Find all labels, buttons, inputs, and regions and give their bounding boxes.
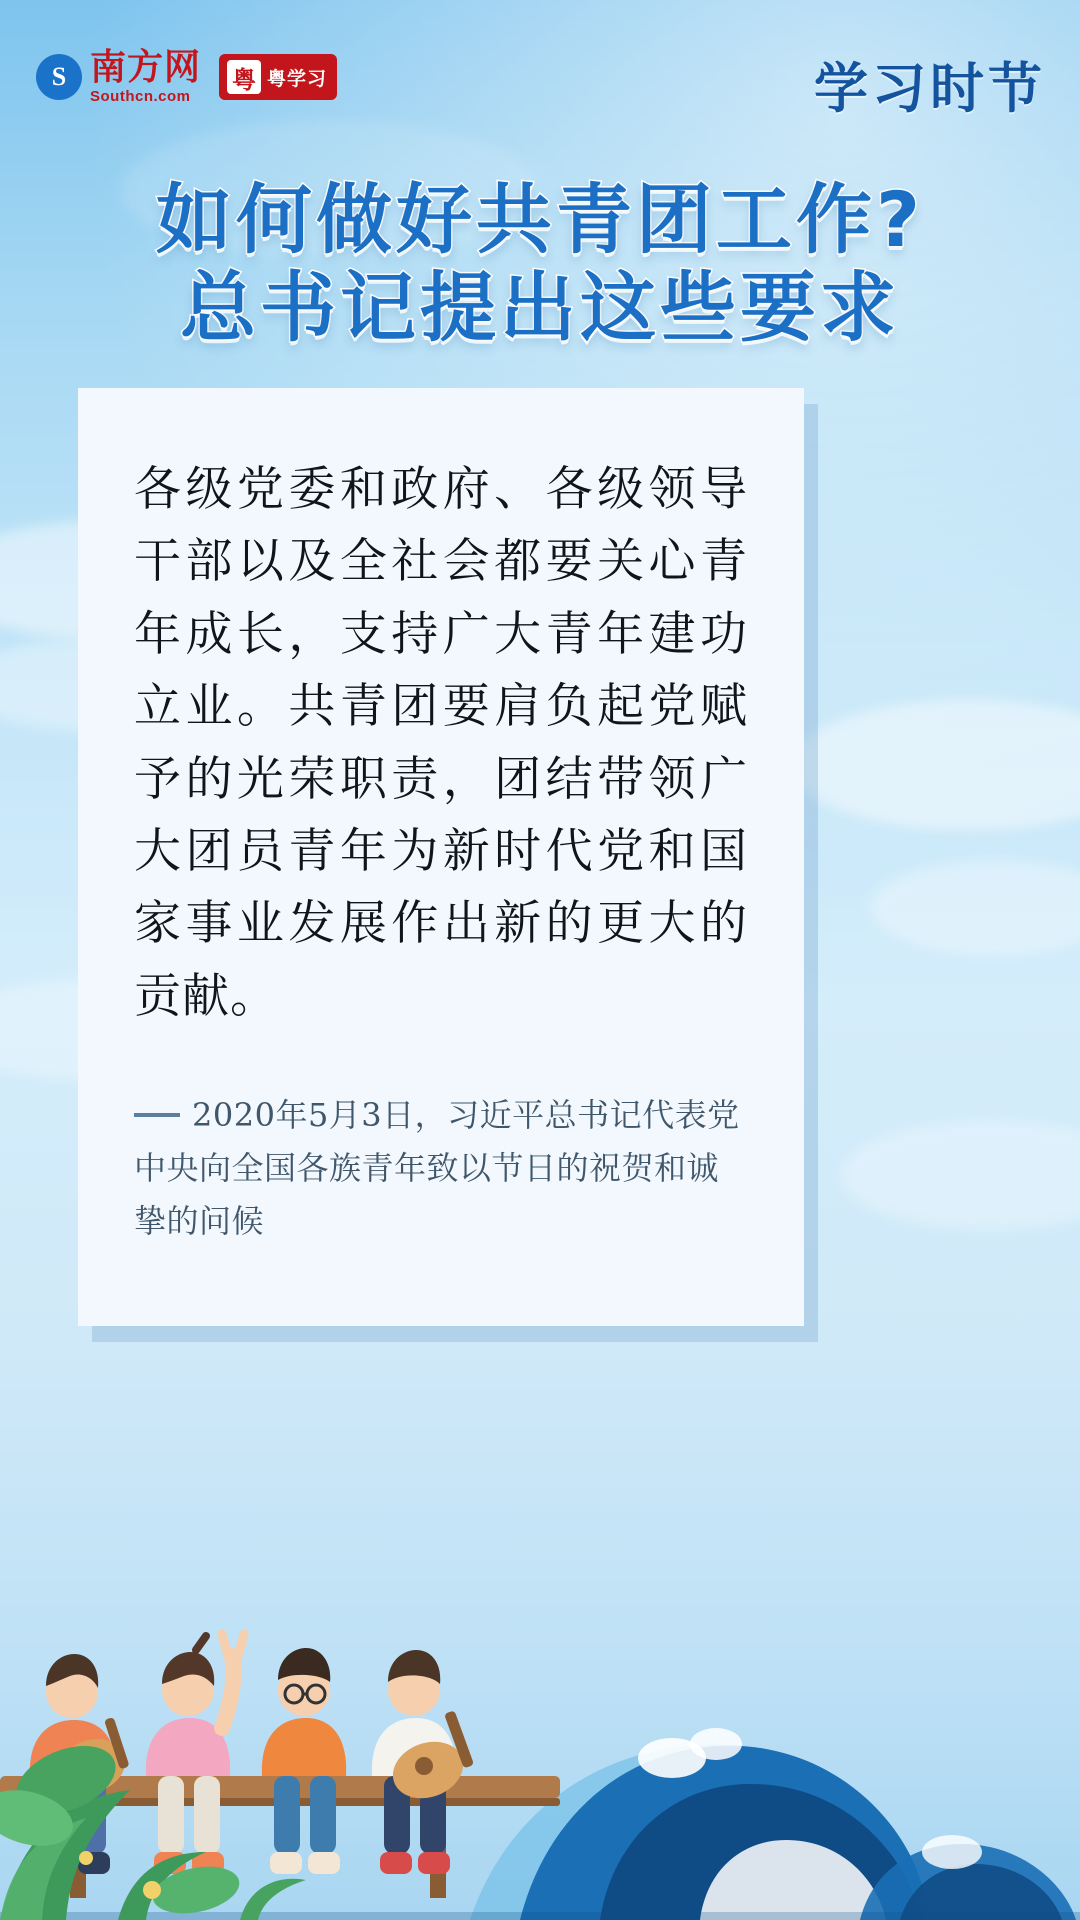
- page-title-line-1: 如何做好共青团工作?: [155, 175, 925, 264]
- brand-logos: [36, 47, 337, 105]
- southcn-text: [90, 47, 202, 105]
- quote-text: 各级党委和政府、各级领导干部以及全社会都要关心青年成长，支持广大青年建功立业。共青团要肩负起党赋予的光荣职责，团结带领广大团员青年为新时代党和国家事业发展作出新的更大的贡献。: [134, 462, 748, 1024]
- southcn-s-icon: S: [36, 54, 82, 100]
- quote-card: [78, 388, 804, 1326]
- header: [0, 44, 1080, 130]
- cloud-decoration: [790, 700, 1080, 830]
- series-title: 学习时节: [814, 57, 1046, 120]
- attribution-dash-icon: [134, 1113, 180, 1117]
- yuexuexi-logo[interactable]: [219, 54, 337, 100]
- page-title: [0, 176, 1080, 352]
- cloud-decoration: [870, 860, 1080, 955]
- southcn-logo[interactable]: [36, 47, 202, 105]
- quote-card-inner: [78, 388, 804, 1248]
- yuexuexi-label: 粤学习: [267, 67, 328, 90]
- foliage-illustration: [0, 1590, 420, 1920]
- southcn-name-cn: 南方网: [90, 47, 202, 88]
- page-title-line-2: 总书记提出这些要求: [180, 263, 900, 353]
- cloud-decoration: [840, 1120, 1080, 1230]
- yue-character-icon: 粤: [227, 60, 261, 94]
- quote-attribution: [134, 1089, 748, 1248]
- bottom-illustration: [0, 1500, 1080, 1920]
- attribution-text: 2020年5月3日，习近平总书记代表党中央向全国各族青年致以节日的祝贺和诚挚的问候: [134, 1096, 740, 1241]
- southcn-name-en: Southcn.com: [90, 88, 191, 105]
